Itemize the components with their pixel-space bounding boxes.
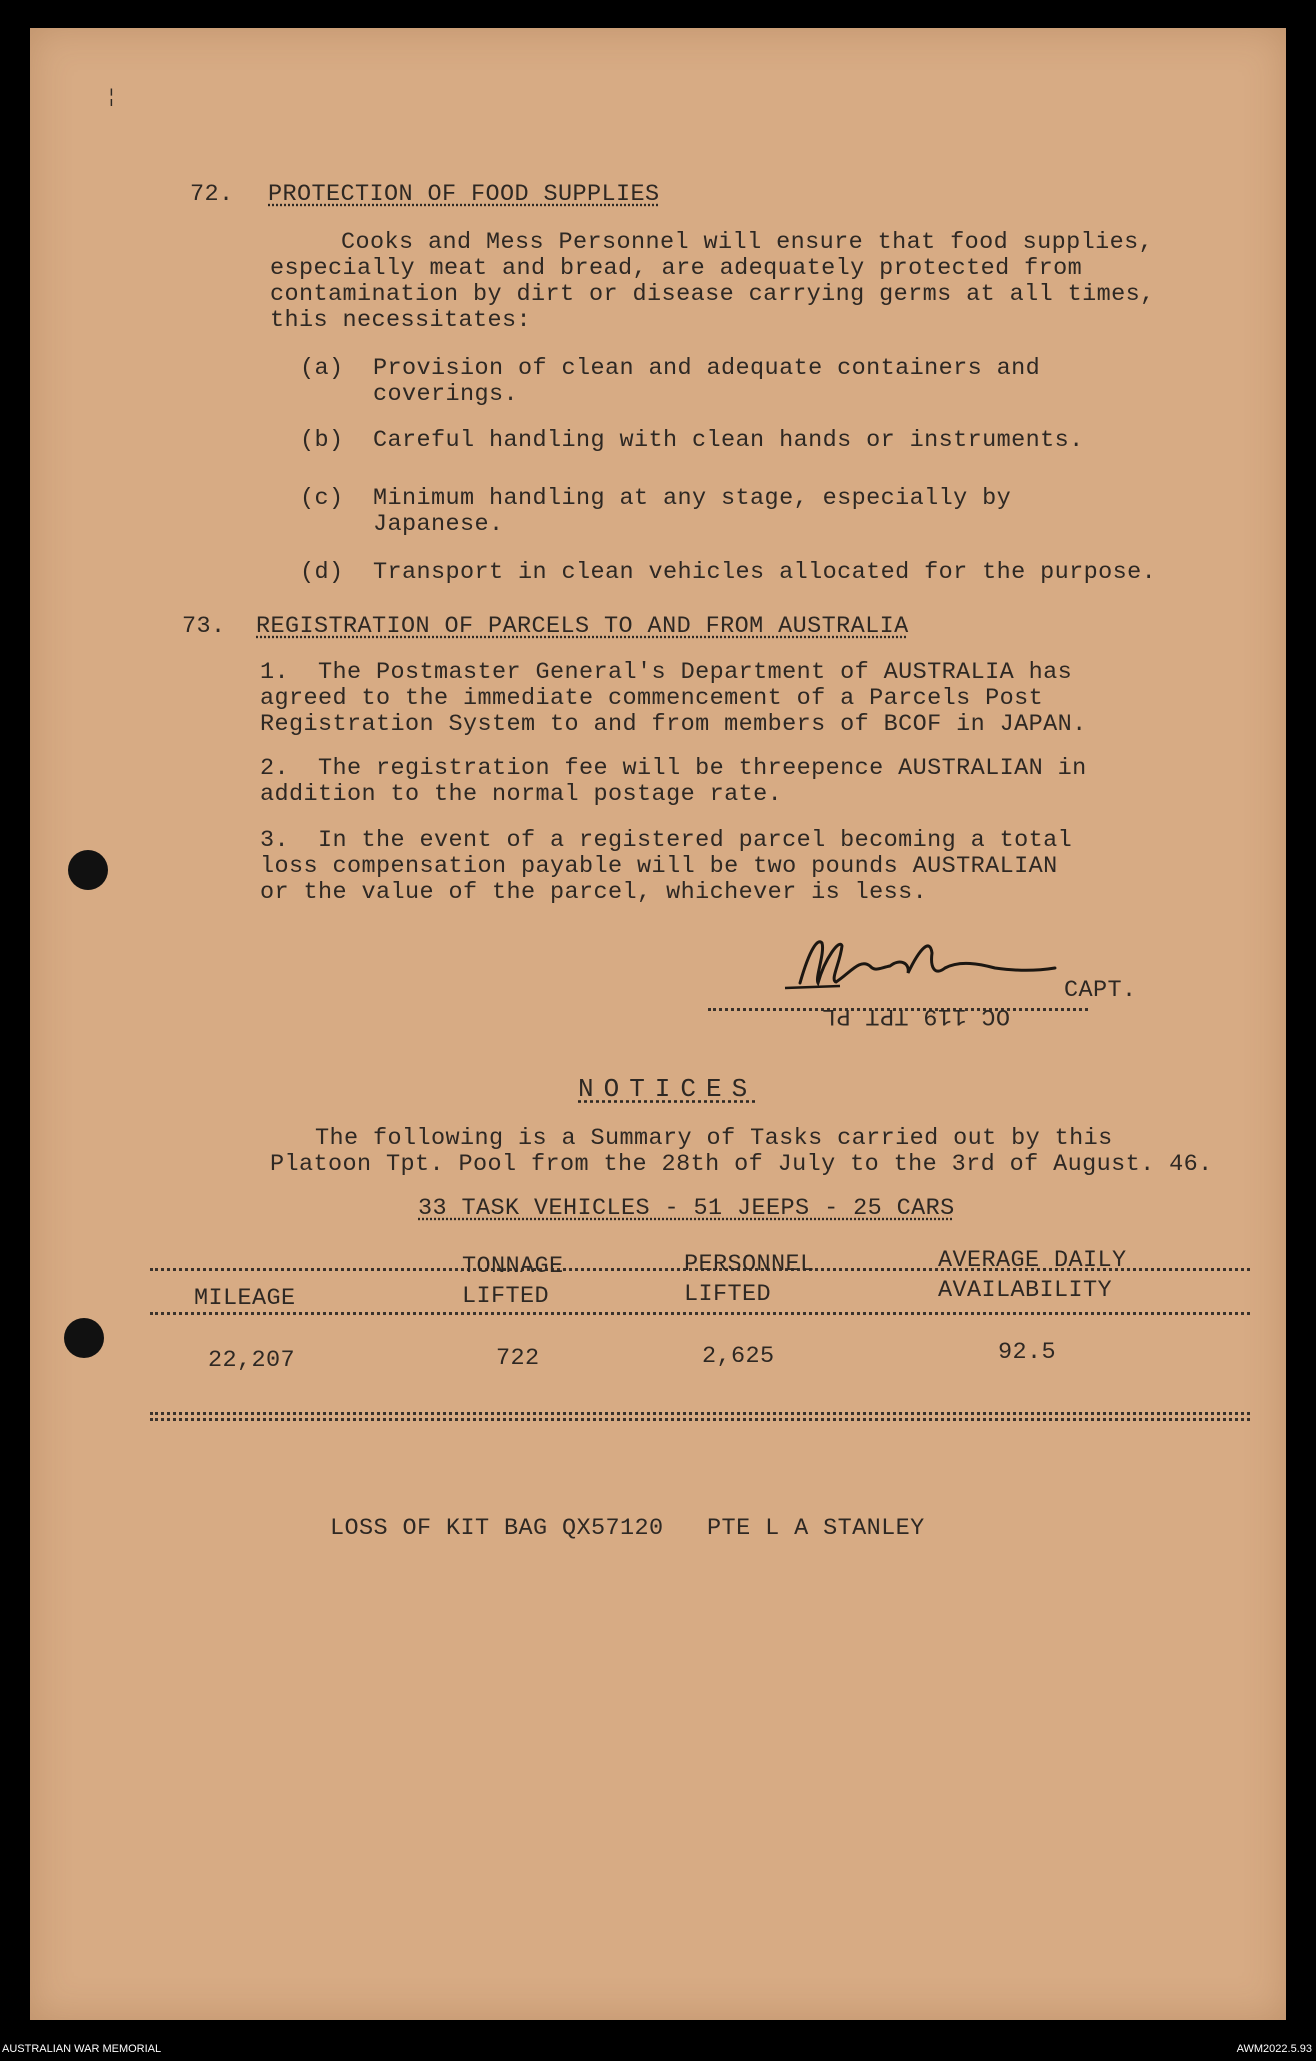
section-73-number: 73. — [182, 613, 226, 640]
header-tonnage-line1: TONNAGE — [462, 1253, 564, 1280]
item-c-label: (c) — [300, 485, 344, 512]
header-availability-line1: AVERAGE DAILY — [938, 1247, 1127, 1274]
value-personnel: 2,625 — [702, 1343, 775, 1370]
section-73-p1-line: agreed to the immediate commencement of a Parcels Post — [260, 685, 1044, 712]
punch-hole — [64, 1318, 104, 1358]
item-c-text: Japanese. — [373, 511, 504, 538]
item-d-text: Transport in clean vehicles allocated for the purpose. — [373, 559, 1157, 586]
value-tonnage: 722 — [496, 1345, 540, 1372]
item-a-text: coverings. — [373, 381, 519, 408]
vehicles-summary: 33 TASK VEHICLES - 51 JEEPS - 25 CARS — [418, 1195, 955, 1222]
value-mileage: 22,207 — [208, 1347, 296, 1374]
signature-title-mirrored: OC 119 TPT PL — [821, 1002, 1010, 1029]
item-b-text: Careful handling with clean hands or instruments. — [373, 427, 1084, 454]
section-73-p3-line: 3. In the event of a registered parcel becoming a total — [260, 827, 1073, 854]
item-d-label: (d) — [300, 559, 344, 586]
section-73-p1-line: Registration System to and from members of BCOF in JAPAN. — [260, 711, 1087, 738]
section-72-para-line: this necessitates: — [270, 307, 532, 334]
notices-intro-line: Platoon Tpt. Pool from the 28th of July to the 3rd of August. 46. — [270, 1151, 1213, 1178]
loss-of-kit-bag-notice: LOSS OF KIT BAG QX57120 PTE L A STANLEY — [330, 1515, 925, 1542]
handwritten-signature — [780, 928, 1100, 998]
section-72-para-line: especially meat and bread, are adequately protected from — [270, 255, 1083, 282]
header-personnel-line2: LIFTED — [684, 1281, 772, 1308]
section-73-heading: REGISTRATION OF PARCELS TO AND FROM AUSTRALIA — [256, 613, 909, 640]
footer-accession-number: AWM2022.5.93 — [1236, 2043, 1312, 2055]
header-tonnage-line2: LIFTED — [462, 1283, 550, 1310]
pencil-mark: ¦ — [106, 88, 117, 108]
section-73-p2-line: addition to the normal postage rate. — [260, 781, 783, 808]
section-73-p1-line: 1. The Postmaster General's Department of AUSTRALIA has — [260, 659, 1073, 686]
header-personnel-line1: PERSONNEL — [684, 1251, 815, 1278]
section-72-number: 72. — [190, 181, 234, 208]
header-availability-line2: AVAILABILITY — [938, 1277, 1113, 1304]
item-c-text: Minimum handling at any stage, especially by — [373, 485, 1012, 512]
item-b-label: (b) — [300, 427, 344, 454]
table-bottom-rule — [150, 1412, 1250, 1415]
section-73-p2-line: 2. The registration fee will be threepence AUSTRALIAN in — [260, 755, 1087, 782]
section-73-p3-line: loss compensation payable will be two pounds AUSTRALIAN — [260, 853, 1058, 880]
punch-hole — [68, 850, 108, 890]
table-bottom-rule-double — [150, 1418, 1250, 1421]
table-header-rule — [150, 1312, 1250, 1315]
item-a-text: Provision of clean and adequate containers and — [373, 355, 1041, 382]
signature-rank: CAPT. — [1064, 977, 1137, 1004]
item-a-label: (a) — [300, 355, 344, 382]
notices-intro-line: The following is a Summary of Tasks carried out by this — [315, 1125, 1113, 1152]
footer-credit: AUSTRALIAN WAR MEMORIAL — [2, 2043, 162, 2055]
section-72-para-line: Cooks and Mess Personnel will ensure that food supplies, — [341, 229, 1154, 256]
section-72-para-line: contamination by dirt or disease carrying germs at all times, — [270, 281, 1155, 308]
document-sheet — [30, 28, 1286, 2020]
header-mileage: MILEAGE — [194, 1285, 296, 1312]
notices-heading: NOTICES — [578, 1074, 758, 1104]
section-72-heading: PROTECTION OF FOOD SUPPLIES — [268, 181, 660, 208]
section-73-p3-line: or the value of the parcel, whichever is less. — [260, 879, 928, 906]
value-availability: 92.5 — [998, 1339, 1057, 1366]
